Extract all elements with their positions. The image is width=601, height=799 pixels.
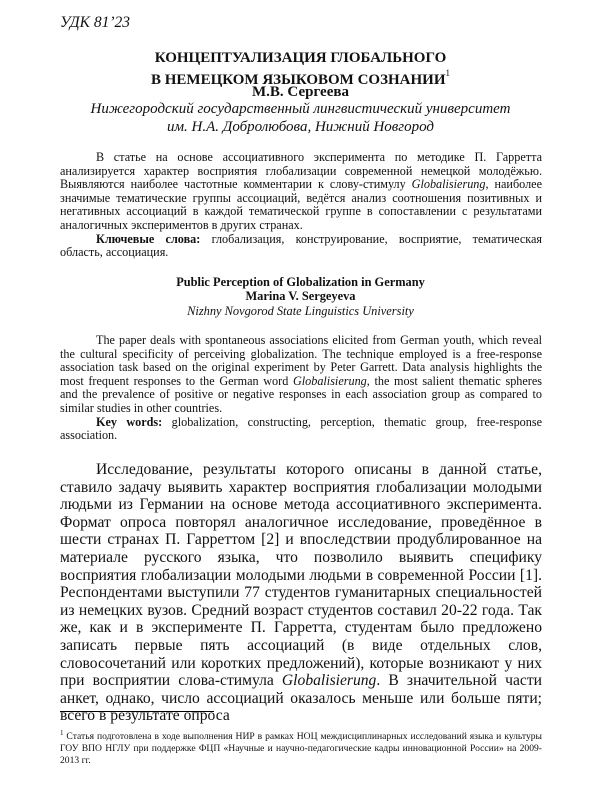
en-keywords-label: Key words: (96, 414, 163, 429)
ru-title-line-2-text: В НЕМЕЦКОМ ЯЗЫКОВОМ СОЗНАНИИ (151, 72, 446, 88)
en-keywords-text: globalization, constructing, perception, thematic group, free-response association. (60, 414, 543, 443)
ru-abstract (60, 151, 542, 260)
ru-keywords-text: глобализация, конструирование, восприятие, тематическая область, ассоциация. (60, 231, 542, 260)
ru-affiliation-line-1: Нижегородский государственный лингвистический университет (90, 101, 511, 117)
body-text-1: Исследование, результаты которого описаны в данной статье, ставило задачу выявить характер восприятия глобализации молодыми людьми из Германии на основе метода ассоциативного эксперимента. Формат опроса повторял аналогичное исследование, проведённое в шести странах П. Гарреттом [2] и впоследствии продублированное на материале русского языка, что позволило выявить специфику восприятия глобализации молодыми людьми в современной России [1]. Респондентами выступили 77 студентов гуманитарных специальностей из немецких вузов. Средний возраст студентов составил 20-22 года. Так же, как и в эксперименте П. Гарретта, студентам было предложено записать первые пять ассоциаций (в виде отдельных слов, словосочетаний или коротких предложений), которые возникают у них при восприятии слова-стимула (60, 461, 542, 690)
en-abstract-term: Globalisierung (292, 373, 367, 388)
footnote-mark: 1 (60, 729, 64, 737)
ru-keywords-label: Ключевые слова: (96, 231, 201, 246)
body-paragraph (60, 461, 542, 725)
title-footnote-mark: 1 (445, 68, 450, 78)
en-author: Marina V. Sergeyeva (245, 289, 356, 303)
footnote (60, 727, 542, 767)
body-term: Globalisierung (281, 672, 377, 690)
en-title: Public Perception of Globalization in Germany (176, 275, 425, 289)
ru-abstract-term: Globalisierung (411, 177, 486, 192)
udk-code: УДК 81’23 (60, 14, 130, 31)
ru-abstract-text-1: В статье на основе ассоциативного эксперимента по методике П. Гарретта анализируется характер восприятия глобализации современной немецкой молодёжью. Выявляются наиболее частотные комментарии к слову-стимулу (60, 150, 542, 192)
footnote-rule (60, 711, 214, 712)
en-abstract (60, 334, 542, 443)
footnote-text: Статья подготовлена в ходе выполнения НИР в рамках НОЦ междисциплинарных исследований языка и культуры ГОУ ВПО НГЛУ при поддержке ФЦП «Научные и научно-педагогические кадры инновационной России» на 2009-2013 гг. (60, 731, 542, 767)
ru-author: М.В. Сергеева (252, 84, 349, 100)
ru-affiliation-line-2: им. Н.А. Добролюбова, Нижний Новгород (166, 119, 435, 135)
body-text-2: . В значительной части анкет, однако, число ассоциаций оказалось меньше или больше пяти; всего в результате опроса (60, 672, 542, 725)
ru-abstract-text-2: , наиболее значимые тематические группы ассоциаций, ведётся анализ соотношения позитивных и негативных ассоциаций в каждой тематической группе в сопоставлении с результатами аналогичных экспериментов в других странах. (60, 177, 542, 232)
en-abstract-text-2: , the most salient thematic spheres and the prevalence of positive or negative responses in each association group as compared to similar studies in other countries. (60, 373, 542, 415)
en-affiliation: Nizhny Novgorod State Linguistics University (187, 304, 414, 318)
ru-title-line-1: КОНЦЕПТУАЛИЗАЦИЯ ГЛОБАЛЬНОГО (154, 50, 447, 66)
en-abstract-text-1: The paper deals with spontaneous associations elicited from German youth, which reveal the cultural specificity of perceiving globalization. The technique employed is a free-response association task based on the original experiment by Peter Garrett. Data analysis highlights the most frequent responses to the German word (60, 333, 542, 388)
